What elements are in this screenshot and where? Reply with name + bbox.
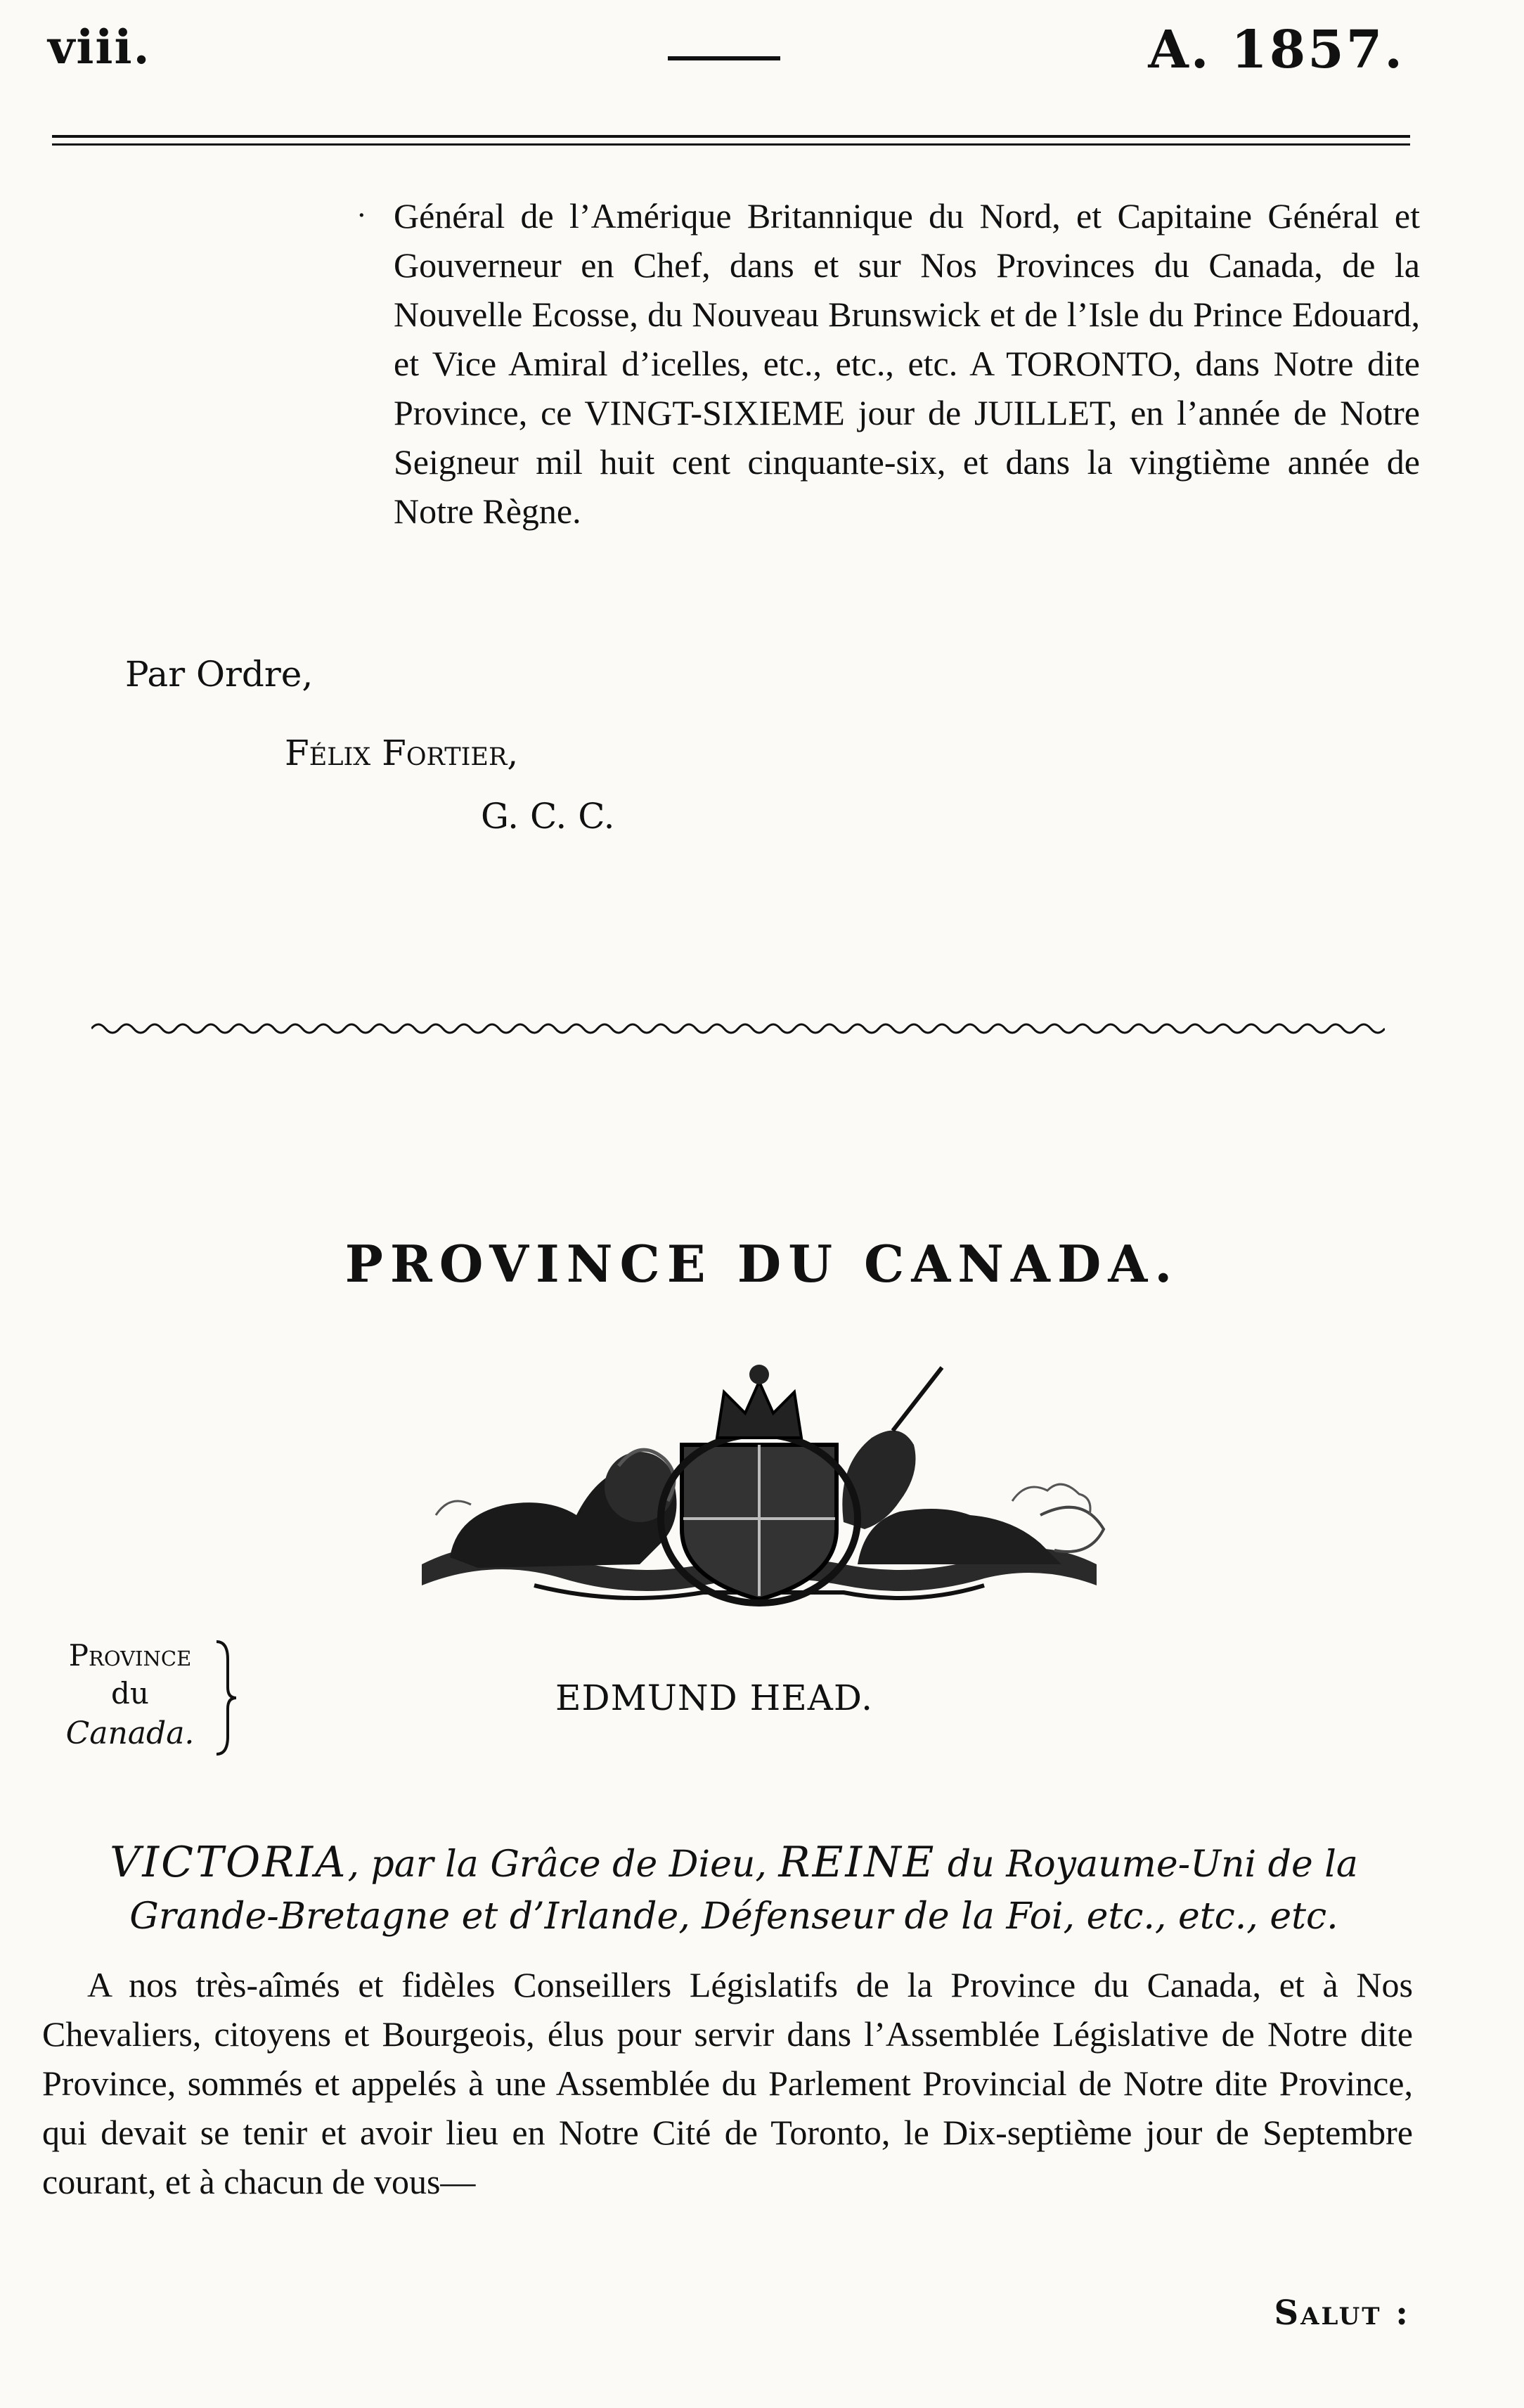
header-dash: [668, 56, 780, 60]
margin-note-line1: Province: [68, 1638, 192, 1673]
year-label: A. 1857.: [1148, 20, 1404, 80]
curly-brace: [211, 1638, 239, 1758]
reine-word: REINE: [778, 1838, 936, 1887]
victoria-part1: , par la Grâce de Dieu,: [347, 1843, 779, 1886]
by-order-label: Par Ordre,: [125, 654, 314, 695]
victoria-heading: [52, 1836, 1416, 1943]
victoria-part2: du Royaume-Uni de la Grande-Bretagne et d’Irlande, Défenseur de la Foi, etc., etc., etc.: [129, 1843, 1358, 1938]
margin-note-line3: Canada.: [65, 1715, 195, 1751]
salut-closing: Salut :: [1274, 2293, 1410, 2333]
address-paragraph: A nos très-aîmés et fidèles Conseillers Législatifs de la Province du Canada, et à Nos Chevaliers, citoyens et Bourgeois, élus pour servir dans l’Assemblée Législative de Notre dite Province, sommés et appelés à une Assemblée du Parlement Provincial de Notre dite Province, qui devait se tenir et avoir lieu en Notre Cité de Toronto, le Dix-septième jour de Septembre courant, et à chacun de vous—: [42, 1965, 1413, 2201]
royal-coat-of-arms: [408, 1353, 1111, 1614]
wavy-separator: [91, 1018, 1385, 1039]
section-title: PROVINCE DU CANADA.: [344, 1234, 1180, 1294]
signatory-name: Félix Fortier,: [285, 733, 519, 773]
proclamation-end-paragraph: Général de l’Amérique Britannique du Nord, et Capitaine Général et Gouverneur en Chef, dans et sur Nos Provinces du Canada, de la Nouvelle Ecosse, du Nouveau Brunswick et de l’Isle du Prince Edouard, et Vice Amiral d’icelles, etc., etc., etc. A TORONTO, dans Notre dite Province, ce VINGT-SIXIEME jour de JUILLET, en l’année de Notre Seigneur mil huit cent cinquante-six, et dans la vingtième année de Notre Règne.: [394, 196, 1420, 531]
margin-note-line2: du: [111, 1676, 149, 1711]
bullet-mark: ·: [357, 200, 366, 232]
page-number: viii.: [48, 20, 151, 75]
governor-name: EDMUND HEAD.: [555, 1678, 874, 1718]
victoria-name: VICTORIA: [110, 1838, 348, 1887]
signatory-title: G. C. C.: [481, 796, 615, 837]
header-rule-bottom: [52, 143, 1410, 146]
header-rule-top: [52, 135, 1410, 138]
